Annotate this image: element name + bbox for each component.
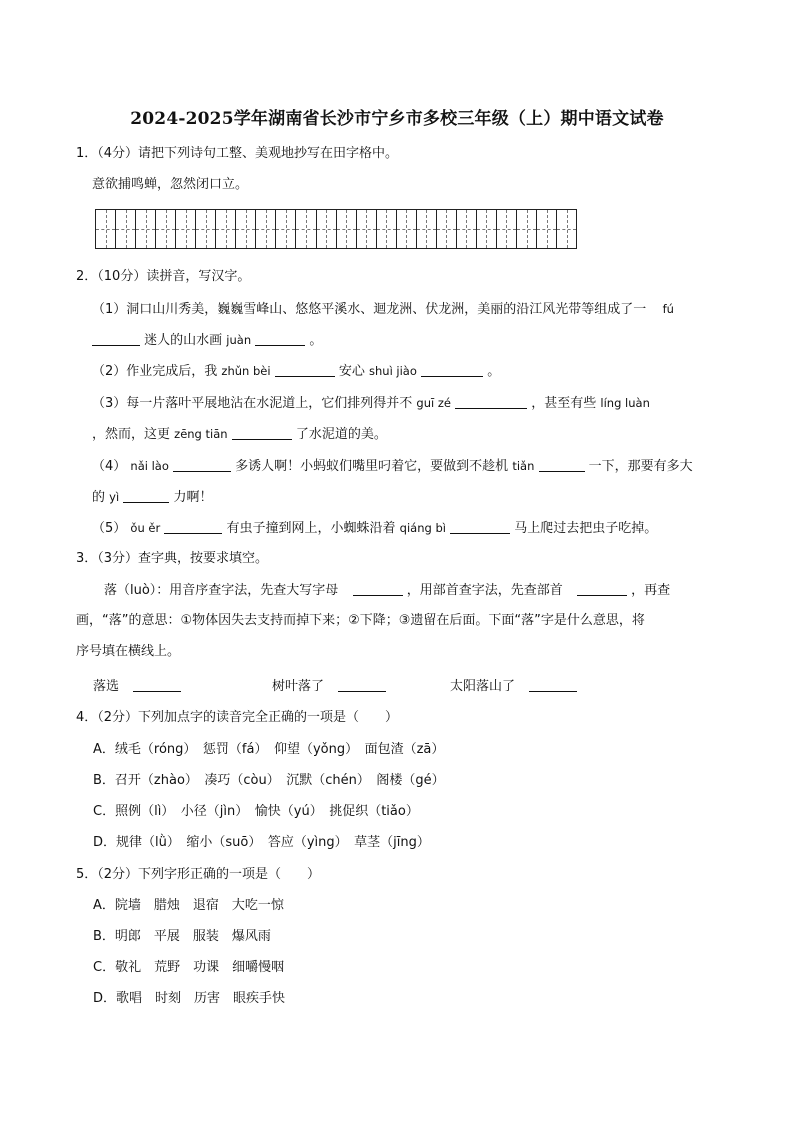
q2-s3-line2: [92, 425, 387, 444]
q2-s3-text-c: ，然而，这更: [92, 427, 171, 442]
q2-s2-text-b: 安心: [338, 364, 365, 379]
q3-item-1: [93, 678, 181, 696]
answer-blank[interactable]: [421, 363, 483, 377]
q3-para-line3: 序号填在横线上。: [76, 644, 181, 659]
answer-blank[interactable]: [539, 458, 585, 472]
tianzige-cell[interactable]: [417, 210, 437, 248]
q1-stem: 1．（4分）请把下列诗句工整、美观地抄写在田字格中。: [76, 146, 399, 161]
q4-stem: 4．（2分）下列加点字的读音完全正确的一项是（ ）: [76, 710, 399, 725]
q3-item-label: 太阳落山了: [450, 679, 516, 694]
exam-title: 2024-2025学年湖南省长沙市宁乡市多校三年级（上）期中语文试卷: [130, 109, 664, 129]
tianzige-cell[interactable]: [236, 210, 256, 248]
q2-s1-line1: [92, 300, 674, 319]
q4-option-c[interactable]: C．照例（lì） 小径（jìn） 愉快（yú） 挑促织（tiǎo）: [93, 804, 419, 819]
q1-verse: 意欲捕鸣蝉，忽然闭口立。: [92, 177, 249, 192]
q3-para-line2: 画，“落”的意思：①物体因失去支持而掉下来；②下降；③遗留在后面。下面“落”字是什么意思，将: [76, 613, 645, 628]
q2-s1-text-b: 迷人的山水画: [144, 333, 223, 348]
q3-text-b: ，用部首查字法，先查部首: [406, 583, 563, 598]
q2-s3-line1: [92, 394, 650, 413]
q2-s5-text-b: 有虫子撞到网上，小蜘蛛沿着: [226, 521, 396, 536]
q2-s2-pinyin-2: shuì jiào: [369, 364, 417, 378]
tianzige-cell[interactable]: [156, 210, 176, 248]
tianzige-cell[interactable]: [497, 210, 517, 248]
q2-s1-text-a: （1）洞口山川秀美，巍巍雪峰山、悠悠平溪水、迴龙洲、伏龙洲，美丽的沿江风光带等组成了一: [92, 302, 647, 317]
answer-blank[interactable]: [92, 332, 140, 346]
q4-option-d[interactable]: D．规律（lǜ） 缩小（suō） 答应（yìng） 草茎（jīng）: [93, 835, 430, 850]
q5-option-b[interactable]: B．明郎 平展 服装 爆风雨: [93, 929, 271, 944]
q2-s4-text-a: （4）: [92, 459, 127, 474]
tianzige-cell[interactable]: [256, 210, 276, 248]
answer-blank[interactable]: [275, 363, 335, 377]
tianzige-cell[interactable]: [276, 210, 296, 248]
q2-s3-pinyin-1: guī zé: [416, 396, 451, 410]
q2-s2-pinyin-1: zhǔn bèi: [221, 364, 271, 378]
answer-blank[interactable]: [133, 678, 181, 692]
tianzige-cell[interactable]: [317, 210, 337, 248]
q2-s4-text-b: 多诱人啊！小蚂蚁们嘴里叼着它，要做到不趁机: [235, 459, 509, 474]
tianzige-cell[interactable]: [196, 210, 216, 248]
q2-s4-pinyin-3: yì: [109, 490, 120, 504]
tianzige-cell[interactable]: [377, 210, 397, 248]
q2-s2-text-a: （2）作业完成后，我: [92, 364, 218, 379]
answer-blank[interactable]: [529, 678, 577, 692]
tianzige-cell[interactable]: [557, 210, 576, 248]
q2-s2: [92, 362, 500, 381]
tianzige-cell[interactable]: [537, 210, 557, 248]
tianzige-cell[interactable]: [337, 210, 357, 248]
answer-blank[interactable]: [123, 489, 169, 503]
answer-blank[interactable]: [455, 395, 527, 409]
q2-s5-text-a: （5）: [92, 521, 127, 536]
q2-s4-line1: [92, 457, 693, 476]
tianzige-cell[interactable]: [517, 210, 537, 248]
q2-s1-text-c: 。: [309, 333, 323, 348]
q2-s3-pinyin-2: líng luàn: [600, 396, 650, 410]
q2-s3-text-b: ，甚至有些: [531, 396, 597, 411]
q5-stem: 5．（2分）下列字形正确的一项是（ ）: [76, 867, 321, 882]
answer-blank[interactable]: [353, 582, 403, 596]
tianzige-cell[interactable]: [96, 210, 116, 248]
q2-s1-line2: [92, 331, 322, 350]
q5-option-d[interactable]: D．歌唱 时刻 历害 眼疾手快: [93, 991, 286, 1006]
q2-s1-pinyin-2: juàn: [226, 333, 252, 347]
answer-blank[interactable]: [164, 520, 222, 534]
tianzige-cell[interactable]: [397, 210, 417, 248]
q3-para-line1: [104, 582, 670, 600]
q2-s4-pinyin-2: tiǎn: [512, 459, 535, 473]
q2-s3-text-d: 了水泥道的美。: [295, 427, 387, 442]
q4-option-a[interactable]: A．绒毛（róng） 惩罚（fá） 仰望（yǒng） 面包渣（zā）: [93, 742, 445, 757]
q3-item-label: 落选: [93, 679, 120, 694]
q2-s5-pinyin-2: qiáng bì: [399, 521, 446, 535]
q2-s5-pinyin-1: ǒu ěr: [130, 521, 161, 535]
q2-s4-text-e: 力啊！: [173, 490, 213, 505]
q2-stem: 2．（10分）读拼音，写汉字。: [76, 269, 251, 284]
q3-text-c: ，再查: [631, 583, 671, 598]
q3-text-a: 落（luò）：用音序查字法，先查大写字母: [104, 583, 339, 598]
q2-s4-text-c: 一下，那要有多大: [588, 459, 693, 474]
q2-s5: [92, 519, 657, 538]
q3-item-3: [450, 678, 577, 696]
q4-option-b[interactable]: B．召开（zhào） 凑巧（còu） 沉默（chén） 阁楼（gé）: [93, 773, 445, 788]
q3-item-label: 树叶落了: [272, 679, 325, 694]
tianzige-grid[interactable]: [95, 209, 577, 249]
answer-blank[interactable]: [173, 458, 231, 472]
answer-blank[interactable]: [255, 332, 305, 346]
q2-s4-line2: [92, 488, 212, 507]
q2-s3-text-a: （3）每一片落叶平展地沾在水泥道上，它们排列得并不: [92, 396, 413, 411]
q2-s4-text-d: 的: [92, 490, 106, 505]
tianzige-cell[interactable]: [296, 210, 316, 248]
tianzige-cell[interactable]: [457, 210, 477, 248]
q2-s1-pinyin-1: fú: [662, 302, 674, 316]
tianzige-cell[interactable]: [437, 210, 457, 248]
tianzige-cell[interactable]: [136, 210, 156, 248]
q3-stem: 3．（3分）查字典，按要求填空。: [76, 551, 269, 566]
q2-s4-pinyin-1: nǎi lào: [130, 459, 169, 473]
tianzige-cell[interactable]: [357, 210, 377, 248]
answer-blank[interactable]: [450, 520, 510, 534]
q3-item-2: [272, 678, 386, 696]
q5-option-c[interactable]: C．敬礼 荒野 功课 细嚼慢咽: [93, 960, 285, 975]
tianzige-cell[interactable]: [116, 210, 136, 248]
q2-s5-text-c: 马上爬过去把虫子吃掉。: [514, 521, 658, 536]
answer-blank[interactable]: [232, 426, 292, 440]
q2-s3-pinyin-3: zēng tiān: [174, 427, 228, 441]
q2-s2-text-c: 。: [487, 364, 501, 379]
q5-option-a[interactable]: A．院墙 腊烛 退宿 大吃一惊: [93, 898, 284, 913]
tianzige-cell[interactable]: [477, 210, 497, 248]
tianzige-cell[interactable]: [176, 210, 196, 248]
answer-blank[interactable]: [338, 678, 386, 692]
tianzige-cell[interactable]: [216, 210, 236, 248]
answer-blank[interactable]: [577, 582, 627, 596]
